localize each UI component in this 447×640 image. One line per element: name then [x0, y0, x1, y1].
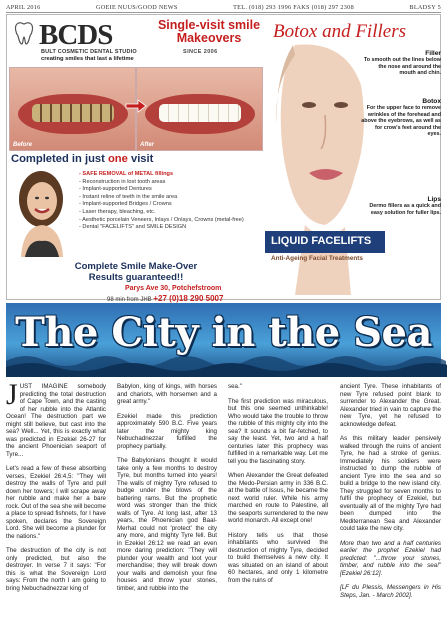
before-label: Before	[13, 142, 33, 148]
services-list	[79, 171, 263, 232]
botox-text: For the upper face to remove wrinkles of the forehead and above the eyebrows, as well as for crow's feet around the eyes.	[361, 105, 441, 138]
service-item: - Dental "FACELIFTS" and SMILE DESIGN	[79, 224, 187, 231]
page-header	[6, 2, 441, 12]
brand-full-name: BULT COSMETIC DENTAL STUDIO	[41, 49, 137, 55]
makeover-block	[11, 261, 261, 283]
drop-cap: J	[6, 378, 18, 411]
service-item: - Instant reline of teeth in the smile area	[79, 193, 178, 200]
contact-numbers: TEL. (018) 293 1996 FAKS (018) 297 2308	[233, 3, 354, 11]
phone-number: +27 (0)18 290 5007	[153, 294, 224, 303]
botox-info	[361, 99, 441, 137]
bcds-logo	[11, 19, 151, 67]
article-paragraph: JUST IMAGINE somebody predicting the total destruction of Cape Town, and the casting of her rubble into the Atlantic Ocean! The destruction part we might still believe, but cast into the sea? Well... Yet, this is exactly what was predicted in Ezekiel 26-27 for the ancient Phoenician seaport of Tyre...	[6, 378, 106, 458]
ad-headline: Single-visit smile Makeovers	[157, 18, 261, 45]
after-photo	[136, 67, 263, 151]
completed-heading: Completed in just one visit	[11, 153, 154, 165]
service-item: - Aesthetic porcelain Veneers, Inlays / Onlays, Crowns (metal-free)	[79, 216, 244, 223]
service-item: - Implant-supported Dentures	[79, 186, 152, 193]
since-label: SINCE 2006	[183, 49, 218, 55]
clinic-address: Parys Ave 30, Potchefstroom	[125, 285, 222, 292]
article-paragraph: The Babylonians thought it would take only a few months to destroy Tyre, but months turned into years! The walls of mighty Tyre refused to budge under the blows of the battering rams. But the prophetic word was stronger than the thick walls of Tyre. At long last, after 13 years, the Phoenician god Baal-Merhat could not 'protect' the city any more, and mighty Tyre fell. But in Ezekiel 26:12 we read an even more daring prediction: "They will plunder your wealth and loot your merchandise; they will break down your walls and demolish your fine houses and throw your stones, timber, and rubble into the	[117, 457, 217, 592]
advertisement	[6, 14, 441, 303]
service-item: - Implant-supported Bridges / Crowns	[79, 201, 172, 208]
issue-date: APRIL 2016	[6, 3, 41, 11]
service-item: - Reconstruction in lost tooth areas	[79, 178, 166, 185]
lips-text: Dermo fillers as a quick and easy solution for fuller lips.	[369, 203, 441, 216]
lips-heading: Lips	[427, 196, 441, 203]
before-photo	[9, 67, 136, 151]
service-item: - SAFE REMOVAL of METAL fillings	[79, 171, 174, 177]
arrow-right-icon	[125, 99, 147, 113]
article-banner	[6, 303, 441, 377]
article-column-3	[228, 383, 328, 591]
article-paragraph: As this military leader pensively walked through the ruins of ancient Tyre, he had a stroke of genius. Immediately his soldiers were instructed to dump the rubble of ancient Tyre into the sea and so build a bridge to the new island city. They struggled for seven months to fulfil the prophecy of Ezekiel, but eventually all of the mighty Tyre had been dumped into the Mediterranean Sea and Alexander could take the new city.	[340, 435, 441, 532]
lips-info	[361, 197, 441, 216]
dental-ad	[7, 15, 265, 301]
article-paragraph: Let's read a few of these absorbing verses, Ezekiel 26:4,5: "They will destroy the walls of Tyre and pull down her towers; I will scrape away her rubble and make her a bare rock. Out of the sea she will become a place to spread fishnets, for I have spoken, declares the Sovereign Lord. She will become a plunder for the nations."	[6, 465, 106, 540]
brand-tagline: creating smiles that last a lifetime	[41, 56, 134, 62]
article-paragraph: When Alexander the Great defeated the Medo-Persian army in 336 B.C. at the battle of Issus, he became the next world ruler. While his army marched en route to Palestine, all the seaports surrendered to the new world monarch. All except one!	[228, 472, 328, 524]
makeover-title: Complete Smile Make-Over	[74, 261, 198, 272]
article-paragraph: ancient Tyre. These inhabitants of new Tyre refused point blank to surrender to Alexander the Great. Alexander tried in vain to capture the new Tyre, yet he refused to acknowledge defeat.	[340, 383, 441, 428]
makeover-subtitle: Results guaranteed!!	[88, 272, 184, 283]
service-item: - Laser therapy, bleaching, etc.	[79, 208, 156, 215]
article-paragraph: Ezekiel made this prediction approximately 590 B.C. Five years later the mighty king Nebuchadnezzar fulfilled the prophecy partially.	[117, 412, 217, 450]
filler-heading: Filler	[425, 50, 441, 57]
article-column-2	[117, 383, 217, 599]
publication-name: GOEIE NUUS/GOOD NEWS	[96, 3, 178, 11]
article-paragraph: sea."	[228, 383, 242, 390]
filler-text: To smooth out the lines below the nose and around the mouth and chin.	[363, 57, 441, 77]
article-paragraph: Babylon, king of kings, with horses and chariots, with horsemen and a great army."	[117, 383, 217, 405]
article-paragraph: History tells us that those inhabitants who survived the destruction of mighty Tyre, decided to build themselves a new city. It was situated on an island of about 60 hectares, and only 1 kilometre from the ruins of	[228, 531, 328, 584]
anti-ageing-label: Anti-Ageing Facial Treatments	[271, 255, 363, 262]
article-column-1	[6, 378, 106, 599]
brand-name: BCDS	[39, 19, 113, 51]
page-number: BLADSY 5	[409, 3, 441, 11]
smiling-woman-image	[11, 167, 73, 257]
header-divider	[6, 12, 441, 13]
botox-title: Botox and Fillers	[273, 21, 406, 42]
article-column-4	[340, 383, 441, 606]
article-title: The City in the Sea	[15, 309, 432, 356]
tooth-icon	[13, 21, 35, 45]
after-label: After	[140, 142, 155, 148]
article-paragraph: The first prediction was miraculous, but this one seemed unthinkable! Who would take the trouble to throw the rubble of this mighty city into the sea? It sounds a bit far-fetched, to say the least. Yet, two and a half centuries later this prophecy was fulfilled in a remarkable way. Let me tell you the fascinating story.	[228, 397, 328, 465]
botox-heading: Botox	[422, 98, 441, 105]
article-citation: [LF du Plessis, Messengers in His Steps, Jan. - March 2002].	[340, 584, 441, 599]
liquid-facelifts-banner: LIQUID FACELIFTS	[265, 231, 385, 253]
article-paragraph: The destruction of the city is not only predicted, but also the destroyer. In verse 7 it says: "For this is what the Sovereign Lord says: From the north I am going to bring Nebuchadnezzar king of	[6, 547, 106, 592]
botox-ad	[265, 15, 442, 301]
phone-line: 98 min from JHB +27 (0)18 290 5007	[107, 294, 224, 303]
article-paragraph: More than two and a half centuries earlier the prophet Ezekiel had predicted: "...throw your stones, timber, and rubble into the sea!" [Ezekiel 26:12].	[340, 539, 441, 577]
filler-info	[361, 51, 441, 77]
article-body	[6, 378, 441, 635]
